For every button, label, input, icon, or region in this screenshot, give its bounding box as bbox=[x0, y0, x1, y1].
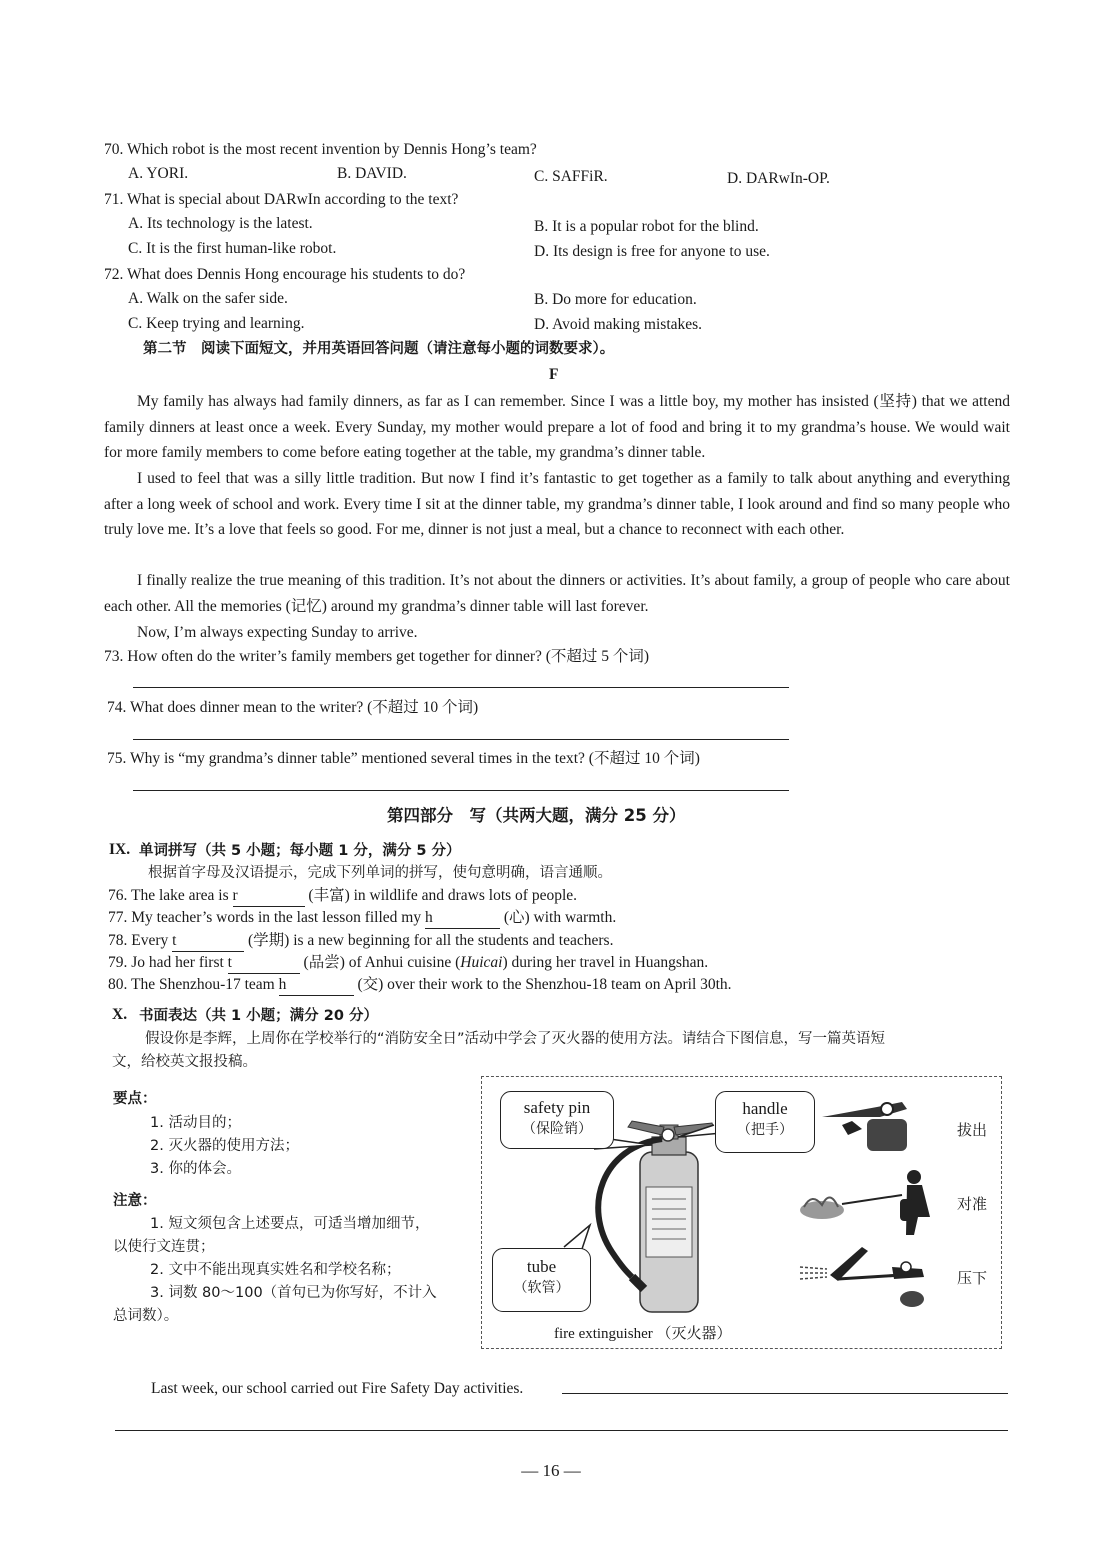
writing-line-1[interactable] bbox=[562, 1393, 1008, 1394]
section10-instructions-line1: 假设你是李辉，上周你在学校举行的“消防安全日”活动中学会了灭火器的使用方法。请结合下图信息，写一篇英语短 bbox=[145, 1031, 886, 1047]
writing-line-2[interactable] bbox=[115, 1430, 1008, 1431]
section10-instructions-line2: 文，给校英文报投稿。 bbox=[112, 1054, 257, 1070]
section2-heading: 第二节 阅读下面短文，并用英语回答问题（请注意每小题的词数要求）。 bbox=[143, 341, 615, 357]
fire-extinguisher-figure bbox=[481, 1076, 1002, 1349]
q70-option-d: D. DARwIn-OP. bbox=[727, 170, 830, 187]
handle-label: handle （把手） bbox=[715, 1091, 815, 1153]
q78-blank[interactable]: t bbox=[172, 931, 244, 952]
q78: 78. Every t (学期) is a new beginning for all the students and teachers. bbox=[108, 931, 613, 952]
step-1-label: 拔出 bbox=[957, 1121, 988, 1139]
q71-stem: 71. What is special about DARwIn according to the text? bbox=[104, 191, 459, 208]
passage-paragraph-2: I used to feel that was a silly little tradition. But now I find it’s fantastic to get together as a family to talk about anything and everything after a long week of school and work. Every time I sit at the dinner table, my grandma’s dinner table, I look around and find so many people who truly love me. It’s a love that feels so good. For me, dinner is not just a meal, but a chance to reconnect with each other. bbox=[104, 470, 1010, 538]
section9-number: IX. bbox=[109, 841, 131, 858]
q73-answer-line[interactable] bbox=[133, 687, 789, 688]
q75: 75. Why is “my grandma’s dinner table” mentioned several times in the text? (不超过 10 个词) bbox=[107, 750, 700, 767]
q73: 73. How often do the writer’s family members get together for dinner? (不超过 5 个词) bbox=[104, 648, 650, 665]
q71-option-b: B. It is a popular robot for the blind. bbox=[534, 218, 759, 235]
note-1-line2: 以使行文连贯； bbox=[113, 1239, 215, 1255]
point-3: 3. 你的体会。 bbox=[150, 1161, 241, 1177]
points-title: 要点： bbox=[113, 1091, 157, 1107]
q80-blank[interactable]: h bbox=[279, 975, 354, 996]
section9-title: 单词拼写（共 5 小题；每小题 1 分，满分 5 分） bbox=[139, 843, 461, 859]
note-1-line1: 1. 短文须包含上述要点，可适当增加细节， bbox=[150, 1216, 430, 1232]
page-number: — 16 — bbox=[521, 1461, 581, 1480]
passage-paragraph-3: I finally realize the true meaning of this tradition. It’s not about the dinners or activities. It’s about family, a group of people who care about each other. All the memories (记忆) around my grandma’s dinner table will last forever. bbox=[104, 572, 1010, 615]
tube-label: tube （软管） bbox=[492, 1248, 591, 1312]
q70-option-b: B. DAVID. bbox=[337, 165, 407, 182]
q71-option-d: D. Its design is free for anyone to use. bbox=[534, 243, 770, 260]
section10-number: X. bbox=[112, 1006, 128, 1023]
q77: 77. My teacher’s words in the last lesson filled my h (心) with warmth. bbox=[108, 908, 616, 929]
q72-stem: 72. What does Dennis Hong encourage his students to do? bbox=[104, 266, 466, 283]
step-2-label: 对准 bbox=[957, 1195, 988, 1213]
section10-title: 书面表达（共 1 小题；满分 20 分） bbox=[139, 1008, 378, 1024]
q70-option-a: A. YORI. bbox=[128, 165, 189, 182]
note-3-line1: 3. 词数 80～100（首句已为你写好，不计入 bbox=[150, 1285, 437, 1301]
notes-title: 注意： bbox=[113, 1193, 157, 1209]
q72-option-b: B. Do more for education. bbox=[534, 291, 697, 308]
q76: 76. The lake area is r (丰富) in wildlife and draws lots of people. bbox=[108, 886, 577, 907]
q71-option-a: A. Its technology is the latest. bbox=[128, 215, 313, 232]
safety-pin-label: safety pin （保险销） bbox=[500, 1091, 614, 1149]
q77-blank[interactable]: h bbox=[425, 908, 500, 929]
section9-instructions: 根据首字母及汉语提示，完成下列单词的拼写，使句意明确，语言通顺。 bbox=[148, 865, 612, 881]
note-3-line2: 总词数）。 bbox=[113, 1308, 179, 1324]
figure-caption: fire extinguisher （灭火器） bbox=[554, 1326, 732, 1342]
passage-paragraph-1: My family has always had family dinners, as far as I can remember. Since I was a little boy, my mother has insisted (坚持) that we attend family dinners at least once a week. Every Sunday, my mother would prepare a lot of food and bring it to my grandma’s house. We would wait for more family members to come before eating together at the table, my grandma’s dinner table. bbox=[104, 393, 1010, 461]
q72-option-d: D. Avoid making mistakes. bbox=[534, 316, 703, 333]
writing-first-sentence: Last week, our school carried out Fire Safety Day activities. bbox=[151, 1380, 524, 1397]
q70-stem: 70. Which robot is the most recent invention by Dennis Hong’s team? bbox=[104, 141, 537, 158]
q72-option-a: A. Walk on the safer side. bbox=[128, 290, 288, 307]
q80: 80. The Shenzhou-17 team h (交) over their work to the Shenzhou-18 team on April 30th. bbox=[108, 975, 732, 996]
q74: 74. What does dinner mean to the writer? (不超过 10 个词) bbox=[107, 699, 479, 716]
part4-title: 第四部分 写（共两大题，满分 25 分） bbox=[387, 806, 686, 825]
passage-paragraph-4: Now, I’m always expecting Sunday to arrive. bbox=[137, 624, 418, 641]
q72-option-c: C. Keep trying and learning. bbox=[128, 315, 305, 332]
q75-answer-line[interactable] bbox=[133, 790, 789, 791]
q70-option-c: C. SAFFiR. bbox=[534, 168, 608, 185]
q79: 79. Jo had her first t (品尝) of Anhui cuisine (Huicai) during her travel in Huangshan. bbox=[108, 953, 708, 974]
step-3-label: 压下 bbox=[957, 1269, 988, 1287]
point-1: 1. 活动目的； bbox=[150, 1115, 241, 1131]
q79-blank[interactable]: t bbox=[228, 953, 300, 974]
point-2: 2. 灭火器的使用方法； bbox=[150, 1138, 299, 1154]
q71-option-c: C. It is the first human-like robot. bbox=[128, 240, 337, 257]
q76-blank[interactable]: r bbox=[233, 886, 305, 907]
q74-answer-line[interactable] bbox=[133, 739, 789, 740]
passage-letter: F bbox=[549, 366, 559, 383]
note-2: 2. 文中不能出现真实姓名和学校名称； bbox=[150, 1262, 401, 1278]
